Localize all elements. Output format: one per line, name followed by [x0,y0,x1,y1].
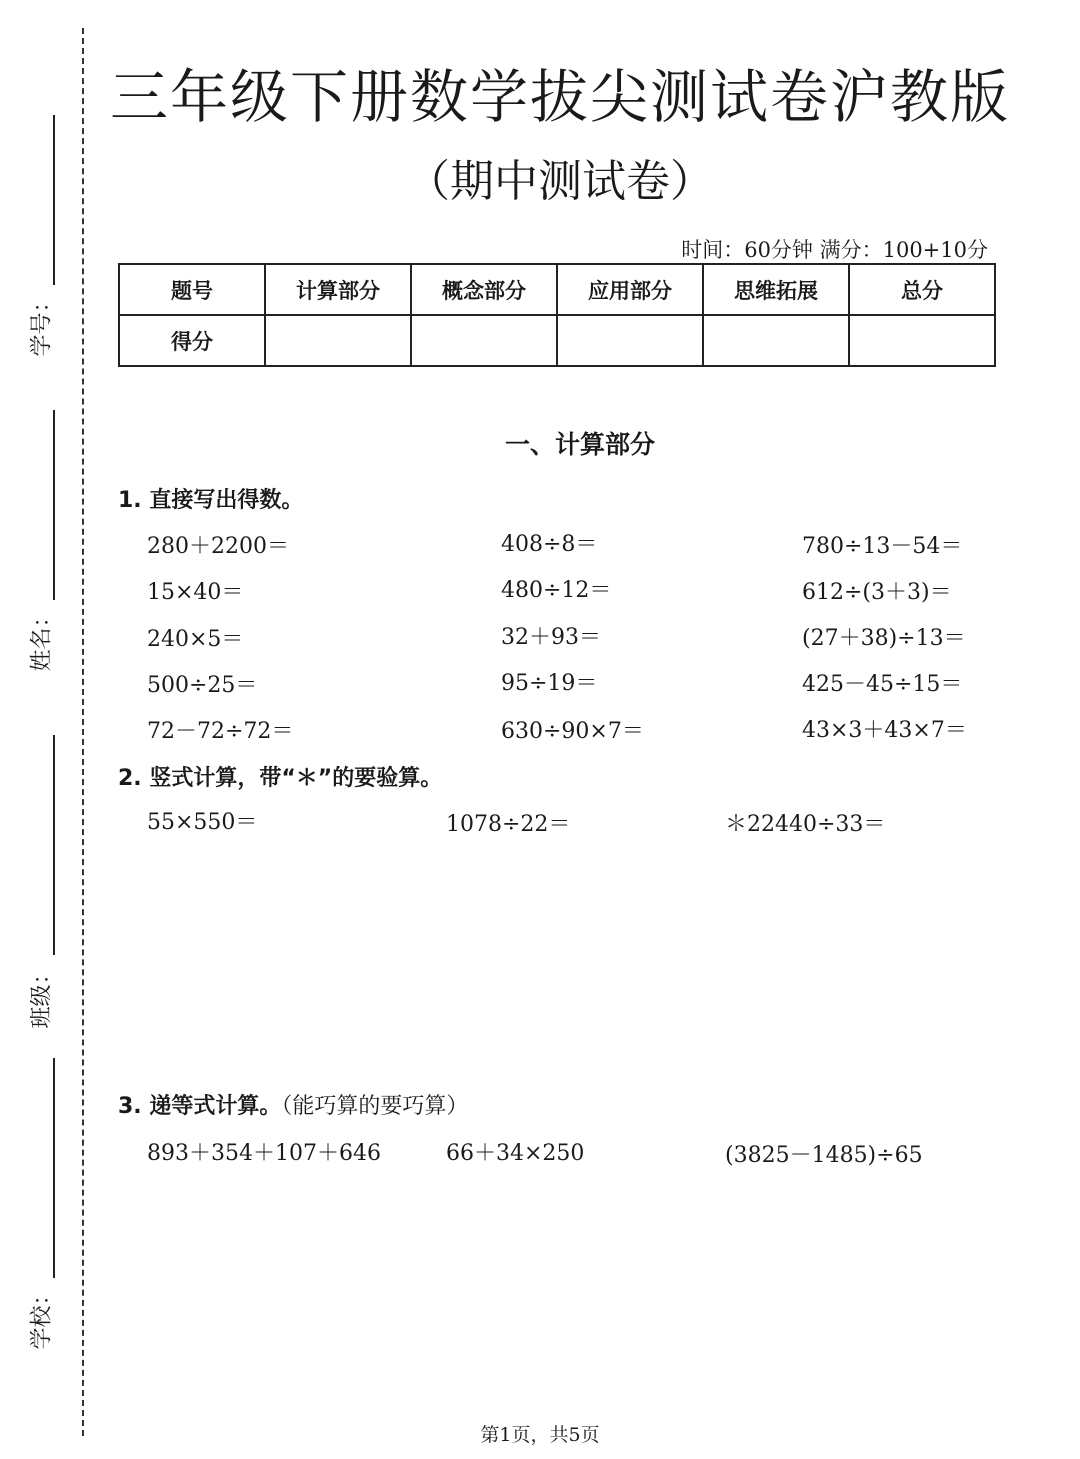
class-field[interactable] [20,735,60,1035]
section-heading: 一、计算部分 [504,430,655,459]
student-name-field[interactable] [20,410,60,680]
score-header-cell: 总分 [849,264,995,315]
score-cell-total[interactable] [849,315,995,366]
q2-item: 55×550＝ [147,810,258,835]
score-cell-calc[interactable] [265,315,411,366]
exam-meta: 时间：60分钟 满分：100+10分 [681,238,988,262]
score-table [118,263,996,367]
q1-item: 425－45÷15＝ [802,672,963,697]
q1-item: 95÷19＝ [501,671,598,696]
score-header-cell: 思维拓展 [703,264,849,315]
page-subtitle: （期中测试卷） [406,156,714,207]
q1-item: 15×40＝ [147,580,244,605]
score-cell-thinking[interactable] [703,315,849,366]
q2-heading: 2. 竖式计算，带“＊”的要验算。 [118,766,443,791]
class-label: 班级： [29,961,55,1029]
q2-item: 1078÷22＝ [446,812,571,837]
score-table-score-row [119,315,995,366]
q1-item: 280＋2200＝ [147,534,289,559]
q3-item: 66＋34×250 [446,1141,585,1166]
q3-heading-text: 3. 递等式计算。 [118,1094,282,1119]
school-field[interactable] [20,1058,60,1348]
q1-heading: 1. 直接写出得数。 [118,488,304,513]
q3-item: (3825－1485)÷65 [725,1143,923,1168]
score-cell-concept[interactable] [411,315,557,366]
q1-item: 780÷13－54＝ [802,534,963,559]
score-header-cell: 应用部分 [557,264,703,315]
student-id-line [53,115,55,285]
page-title: 三年级下册数学拔尖测试卷沪教版 [110,63,1011,131]
q3-heading-note: （能巧算的要巧算） [281,1094,469,1119]
binding-dashed-line [82,28,84,1436]
student-name-label: 姓名： [29,604,55,672]
q2-item: ＊22440÷33＝ [725,812,886,837]
q1-item: 240×5＝ [147,627,244,652]
q1-item: 72－72÷72＝ [147,719,294,744]
score-row-label: 得分 [119,315,265,366]
q1-item: 43×3＋43×7＝ [802,718,967,743]
score-cell-application[interactable] [557,315,703,366]
q3-heading [118,1089,468,1120]
q1-item: 500÷25＝ [147,673,258,698]
q1-item: 630÷90×7＝ [501,719,644,744]
student-name-line [53,410,55,600]
score-header-cell: 计算部分 [265,264,411,315]
school-label: 学校： [29,1282,55,1350]
q1-item: 480÷12＝ [501,578,612,603]
score-header-cell: 概念部分 [411,264,557,315]
q1-item: 612÷(3＋3)＝ [802,580,952,605]
class-line [53,735,55,955]
q3-item: 893＋354＋107＋646 [147,1141,381,1166]
student-id-label: 学号： [29,289,55,357]
page-footer: 第1页，共5页 [480,1424,600,1446]
q1-item: 408÷8＝ [501,532,598,557]
school-line [53,1058,55,1278]
score-table-header-row [119,264,995,315]
q1-item: 32＋93＝ [501,625,601,650]
student-id-field[interactable] [20,115,60,355]
score-header-cell: 题号 [119,264,265,315]
q1-item: (27＋38)÷13＝ [802,626,966,651]
